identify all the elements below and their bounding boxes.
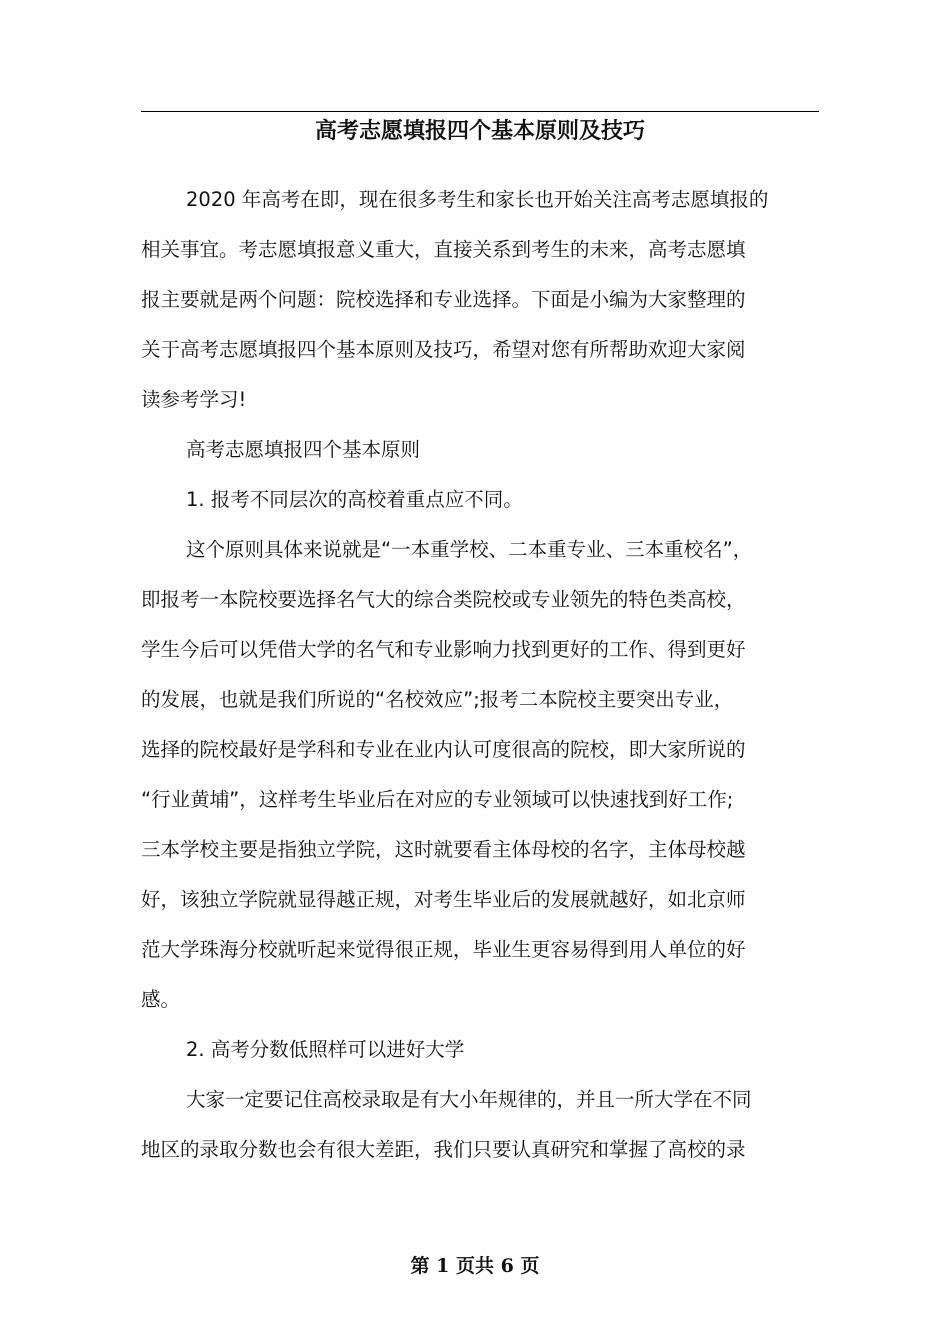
paragraph-line: 即报考一本院校要选择名气大的综合类院校或专业领先的特色类高校， — [141, 588, 746, 611]
paragraph-line: 范大学珠海分校就听起来觉得很正规，毕业生更容易得到用人单位的好 — [141, 938, 746, 961]
paragraph-line: 地区的录取分数也会有很大差距，我们只要认真研究和掌握了高校的录 — [141, 1138, 746, 1161]
document-title: 高考志愿填报四个基本原则及技巧 — [314, 119, 645, 144]
header-rule — [141, 111, 819, 112]
numbered-heading: 1. 报考不同层次的高校着重点应不同。 — [186, 488, 523, 511]
numbered-heading: 2. 高考分数低照样可以进好大学 — [186, 1038, 465, 1061]
paragraph-line: 选择的院校最好是学科和专业在业内认可度很高的院校，即大家所说的 — [141, 738, 746, 761]
page-number: 第 1 页共 6 页 — [410, 1255, 540, 1277]
paragraph-line: 学生今后可以凭借大学的名气和专业影响力找到更好的工作、得到更好 — [141, 638, 746, 661]
paragraph-line: 大家一定要记住高校录取是有大小年规律的，并且一所大学在不同 — [186, 1088, 752, 1111]
paragraph-line: 报主要就是两个问题：院校选择和专业选择。下面是小编为大家整理的 — [141, 288, 746, 311]
paragraph-line: 感。 — [141, 988, 181, 1011]
paragraph-line: 2020 年高考在即，现在很多考生和家长也开始关注高考志愿填报的 — [186, 188, 769, 211]
paragraph-line: 好，该独立学院就显得越正规，对考生毕业后的发展就越好，如北京师 — [141, 888, 746, 911]
section-heading: 高考志愿填报四个基本原则 — [186, 438, 421, 461]
paragraph-line: 的发展，也就是我们所说的“名校效应”;报考二本院校主要突出专业， — [141, 688, 734, 711]
paragraph-line: 三本学校主要是指独立学院，这时就要看主体母校的名字，主体母校越 — [141, 838, 746, 861]
paragraph-line: 这个原则具体来说就是“一本重学校、二本重专业、三本重校名”， — [186, 538, 753, 561]
paragraph-line: 关于高考志愿填报四个基本原则及技巧，希望对您有所帮助欢迎大家阅 — [141, 338, 746, 361]
paragraph-line: 读参考学习! — [141, 388, 247, 411]
paragraph-line: 相关事宜。考志愿填报意义重大，直接关系到考生的未来，高考志愿填 — [141, 238, 746, 261]
paragraph-line: “行业黄埔”，这样考生毕业后在对应的专业领域可以快速找到好工作; — [141, 788, 734, 811]
